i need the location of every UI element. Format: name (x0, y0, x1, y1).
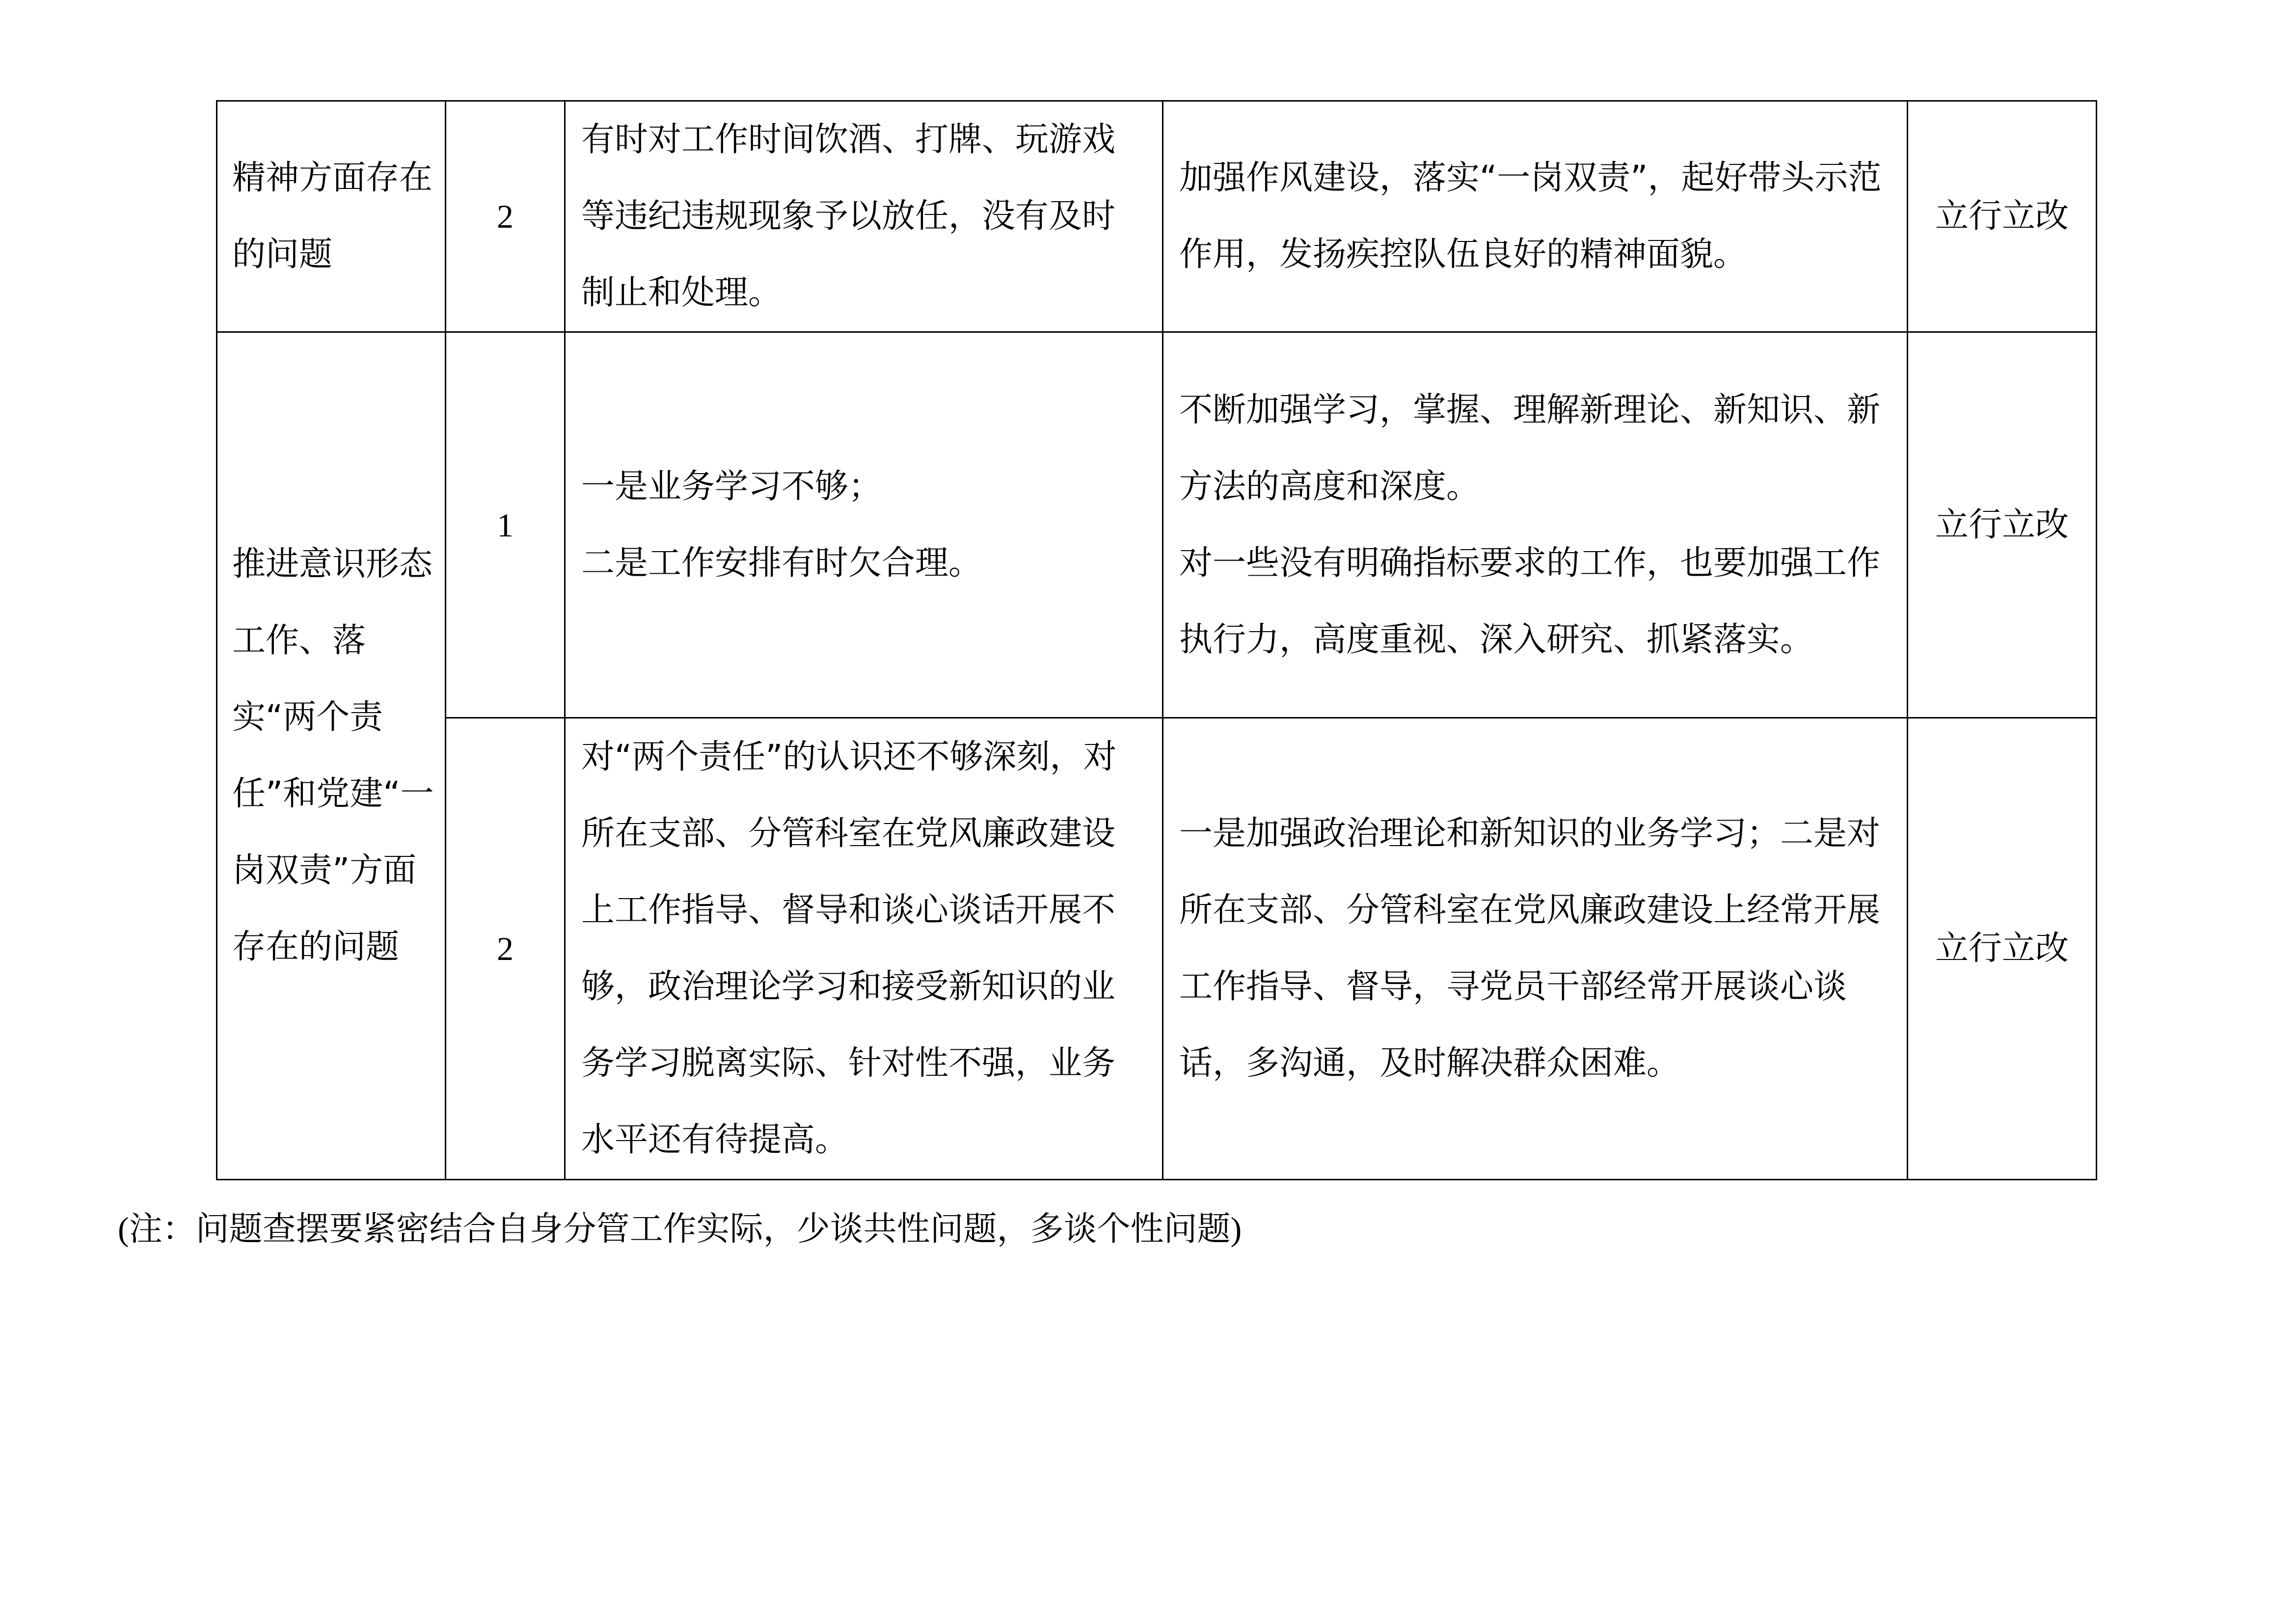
measure-line: 对一些没有明确指标要求的工作，也要加强工作执行力，高度重视、深入研究、抓紧落实。 (1179, 543, 1881, 659)
measure-line: 不断加强学习，掌握、理解新理论、新知识、新方法的高度和深度。 (1179, 390, 1881, 506)
problem-description (565, 332, 1163, 718)
problem-line: 二是工作安排有时欠合理。 (581, 543, 982, 583)
rectification-table (216, 100, 2097, 1180)
problem-count: 2 (446, 718, 565, 1180)
rectification-measure (1163, 718, 1908, 1180)
problem-category: 推进意识形态工作、落实“两个责任”和党建“一岗双责”方面存在的问题 (217, 332, 446, 1180)
table-row (217, 332, 2097, 718)
problem-description (565, 718, 1163, 1180)
problem-count: 2 (446, 101, 565, 332)
problem-line: 一是业务学习不够； (581, 467, 882, 506)
problem-count: 1 (446, 332, 565, 718)
rectification-status: 立行立改 (1908, 332, 2097, 718)
measure-line: 一是加强政治理论和新知识的业务学习；二是对所在支部、分管科室在党风廉政建设上经常开展工作指导、督导，寻党员干部经常开展谈心谈话，多沟通，及时解决群众困难。 (1179, 814, 1881, 1083)
problem-line: 对“两个责任”的认识还不够深刻，对所在支部、分管科室在党风廉政建设上工作指导、督导和谈心谈话开展不够，政治理论学习和接受新知识的业务学习脱离实际、针对性不强，业务水平还有待提高。 (581, 738, 1117, 1159)
rectification-measure (1163, 332, 1908, 718)
problem-description (565, 101, 1163, 332)
table-row (217, 718, 2097, 1180)
rectification-status: 立行立改 (1908, 718, 2097, 1180)
problem-category: 精神方面存在的问题 (217, 101, 446, 332)
rectification-status: 立行立改 (1908, 101, 2097, 332)
footnote: (注：问题查摆要紧密结合自身分管工作实际，少谈共性问题，多谈个性问题) (118, 1210, 1242, 1248)
problem-line: 有时对工作时间饮酒、打牌、玩游戏等违纪违规现象予以放任，没有及时制止和处理。 (581, 120, 1116, 312)
table-row (217, 101, 2097, 332)
measure-line: 加强作风建设，落实“一岗双责”，起好带头示范作用，发扬疾控队伍良好的精神面貌。 (1179, 159, 1882, 274)
rectification-measure (1163, 101, 1908, 332)
